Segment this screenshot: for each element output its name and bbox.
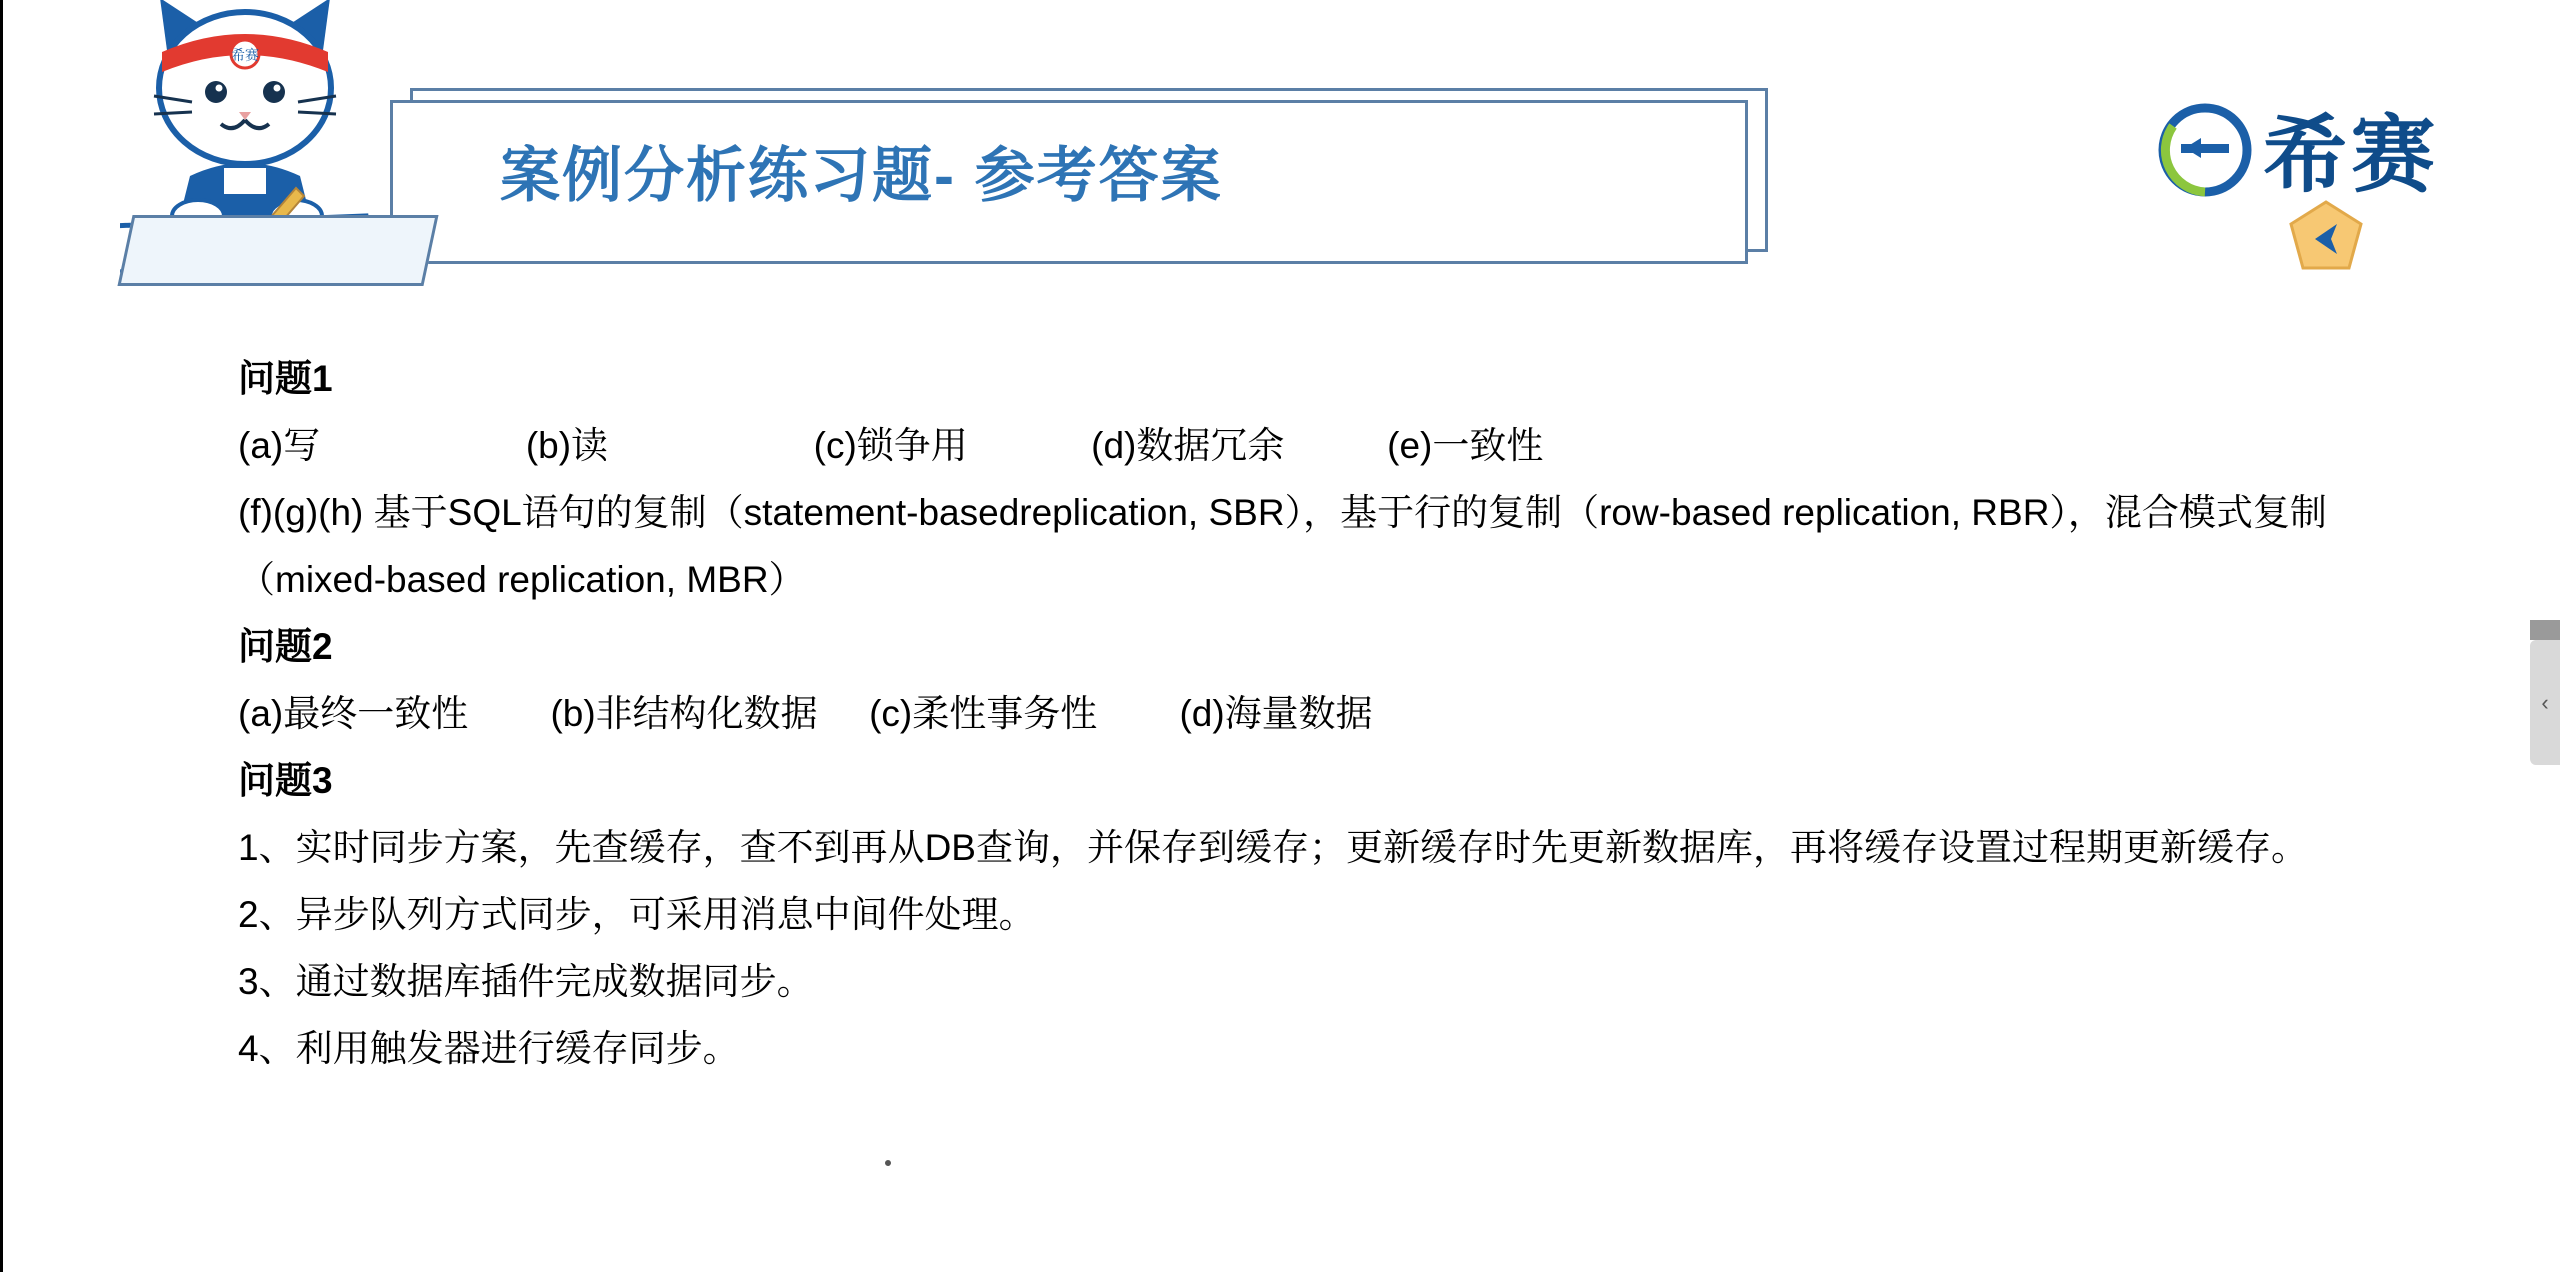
answer-line: (a)最终一致性 (b)非结构化数据 (c)柔性事务性 (d)海量数据 [238,693,1373,734]
section-heading: 问题3 [238,760,333,801]
slide-header [0,0,2560,300]
pentagon-badge-icon [2285,198,2367,280]
scrollbar-thumb[interactable] [2530,620,2560,640]
answer-line: (f)(g)(h) 基于SQL语句的复制（statement-basedreplication, SBR），基于行的复制（row-based replication, RBR），混合模式复制（mixed-based replication, MBR） [238,492,2327,600]
section-heading: 问题1 [238,358,333,399]
brand-logo [2155,90,2495,270]
answer-line: 3、通过数据库插件完成数据同步。 [238,961,814,1002]
answer-line: 2、异步队列方式同步，可采用消息中间件处理。 [238,894,1036,935]
answer-body [238,345,2358,1082]
slide-footer-dot [885,1160,891,1166]
title-accent-shape [117,215,438,286]
side-panel-toggle[interactable]: ‹ [2530,640,2560,765]
page-title: 案例分析练习题- 参考答案 [500,142,1223,209]
brand-name: 希赛 [2263,108,2440,202]
svg-text:希赛: 希赛 [231,48,259,64]
e-logo-icon [2155,100,2255,200]
answer-line: 4、利用触发器进行缓存同步。 [238,1028,740,1069]
answer-line: 1、实时同步方案，先查缓存，查不到再从DB查询，并保存到缓存；更新缓存时先更新数据库，再将缓存设置过程期更新缓存。 [238,827,2308,868]
section-heading: 问题2 [238,626,333,667]
answer-line: (a)写 (b)读 (c)锁争用 (d)数据冗余 (e)一致性 [238,425,1544,466]
